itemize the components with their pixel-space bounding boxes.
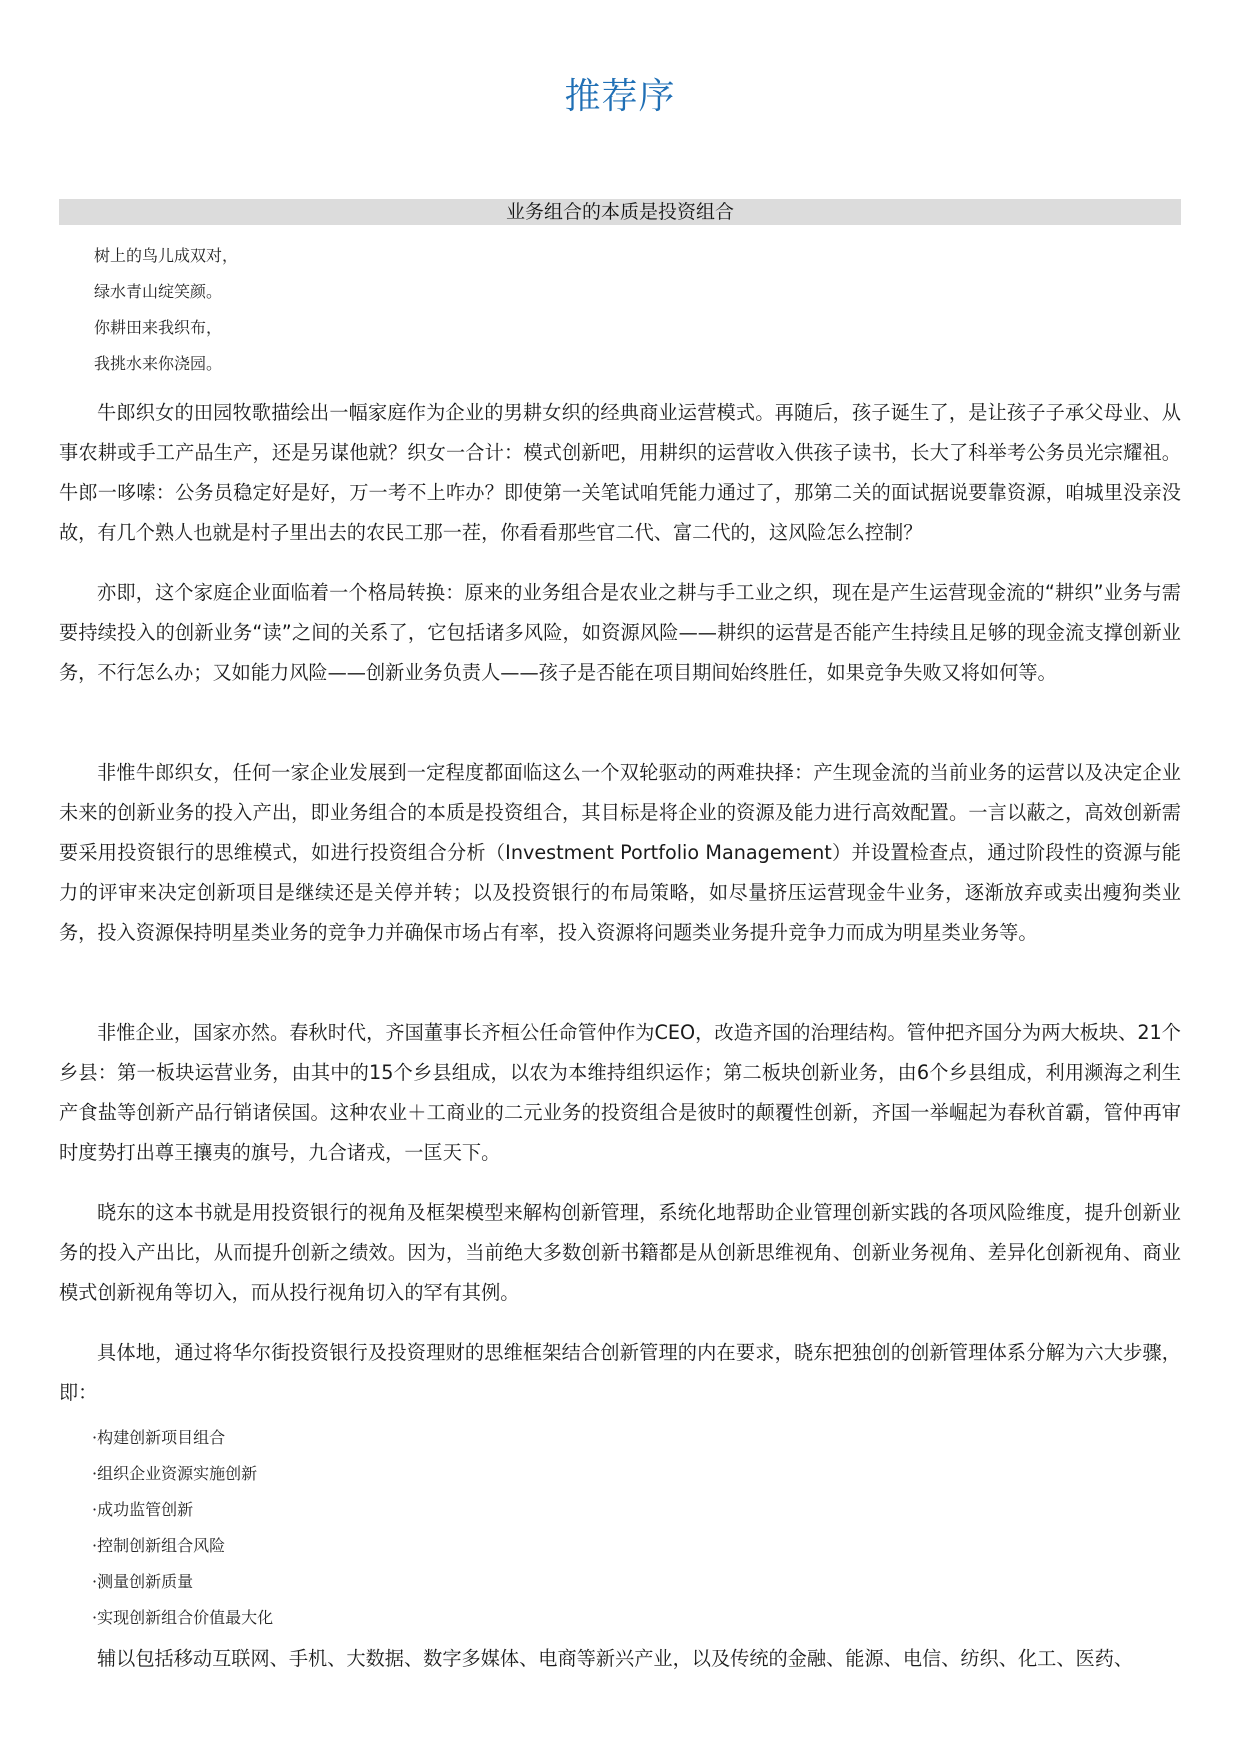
paragraph-6: 具体地，通过将华尔街投资银行及投资理财的思维框架结合创新管理的内在要求，晓东把独创的创新管理体系分解为六大步骤，即：	[59, 1341, 1181, 1404]
section-heading: 业务组合的本质是投资组合	[59, 199, 1181, 225]
list-item: ·实现创新组合价值最大化	[92, 1608, 274, 1627]
poem-line: 我挑水来你浇园。	[94, 354, 223, 373]
poem-line: 树上的鸟儿成双对，	[94, 246, 239, 265]
poem-line: 你耕田来我织布，	[94, 318, 223, 337]
poem	[94, 238, 238, 382]
paragraph-7: 辅以包括移动互联网、手机、大数据、数字多媒体、电商等新兴产业，以及传统的金融、能源、电信、纺织、化工、医药、	[97, 1647, 1134, 1670]
paragraph-5: 晓东的这本书就是用投资银行的视角及框架模型来解构创新管理，系统化地帮助企业管理创新实践的各项风险维度，提升创新业务的投入产出比，从而提升创新之绩效。因为，当前绝大多数创新书籍都是从创新思维视角、创新业务视角、差异化创新视角、商业模式创新视角等切入，而从投行视角切入的罕有其例。	[59, 1201, 1181, 1304]
list-item: ·测量创新质量	[92, 1572, 194, 1591]
paragraph-3: 非惟牛郎织女，任何一家企业发展到一定程度都面临这么一个双轮驱动的两难抉择：产生现金流的当前业务的运营以及决定企业未来的创新业务的投入产出，即业务组合的本质是投资组合，其目标是将企业的资源及能力进行高效配置。一言以蔽之，高效创新需要采用投资银行的思维模式，如进行投资组合分析（Investment Portfolio Management）并设置检查点，通过阶段性的资源与能力的评审来决定创新项目是继续还是关停并转；以及投资银行的布局策略，如尽量挤压运营现金牛业务，逐渐放弃或卖出瘦狗类业务，投入资源保持明星类业务的竞争力并确保市场占有率，投入资源将问题类业务提升竞争力而成为明星类业务等。	[59, 761, 1181, 944]
list-item: ·组织企业资源实施创新	[92, 1464, 258, 1483]
list-item: ·成功监管创新	[92, 1500, 194, 1519]
list-item: ·构建创新项目组合	[92, 1428, 226, 1447]
list-item: ·控制创新组合风险	[92, 1536, 226, 1555]
poem-line: 绿水青山绽笑颜。	[94, 282, 223, 301]
paragraph-1: 牛郎织女的田园牧歌描绘出一幅家庭作为企业的男耕女织的经典商业运营模式。再随后，孩子诞生了，是让孩子子承父母业、从事农耕或手工产品生产，还是另谋他就？织女一合计：模式创新吧，用耕织的运营收入供孩子读书，长大了科举考公务员光宗耀祖。牛郎一哆嗦：公务员稳定好是好，万一考不上咋办？即使第一关笔试咱凭能力通过了，那第二关的面试据说要靠资源，咱城里没亲没故，有几个熟人也就是村子里出去的农民工那一茬，你看看那些官二代、富二代的，这风险怎么控制？	[59, 401, 1181, 544]
paragraph-4: 非惟企业，国家亦然。春秋时代，齐国董事长齐桓公任命管仲作为CEO，改造齐国的治理结构。管仲把齐国分为两大板块、21个乡县：第一板块运营业务，由其中的15个乡县组成，以农为本维持组织运作；第二板块创新业务，由6个乡县组成，利用濒海之利生产食盐等创新产品行销诸侯国。这种农业＋工商业的二元业务的投资组合是彼时的颠覆性创新，齐国一举崛起为春秋首霸，管仲再审时度势打出尊王攘夷的旗号，九合诸戎，一匡天下。	[59, 1021, 1181, 1164]
paragraph-2: 亦即，这个家庭企业面临着一个格局转换：原来的业务组合是农业之耕与手工业之织，现在是产生运营现金流的“耕织”业务与需要持续投入的创新业务“读”之间的关系了，它包括诸多风险，如资源风险——耕织的运营是否能产生持续且足够的现金流支撑创新业务，不行怎么办；又如能力风险——创新业务负责人——孩子是否能在项目期间始终胜任，如果竞争失败又将如何等。	[59, 581, 1181, 684]
steps-list	[92, 1420, 273, 1636]
page-title: 推荐序	[564, 76, 676, 117]
